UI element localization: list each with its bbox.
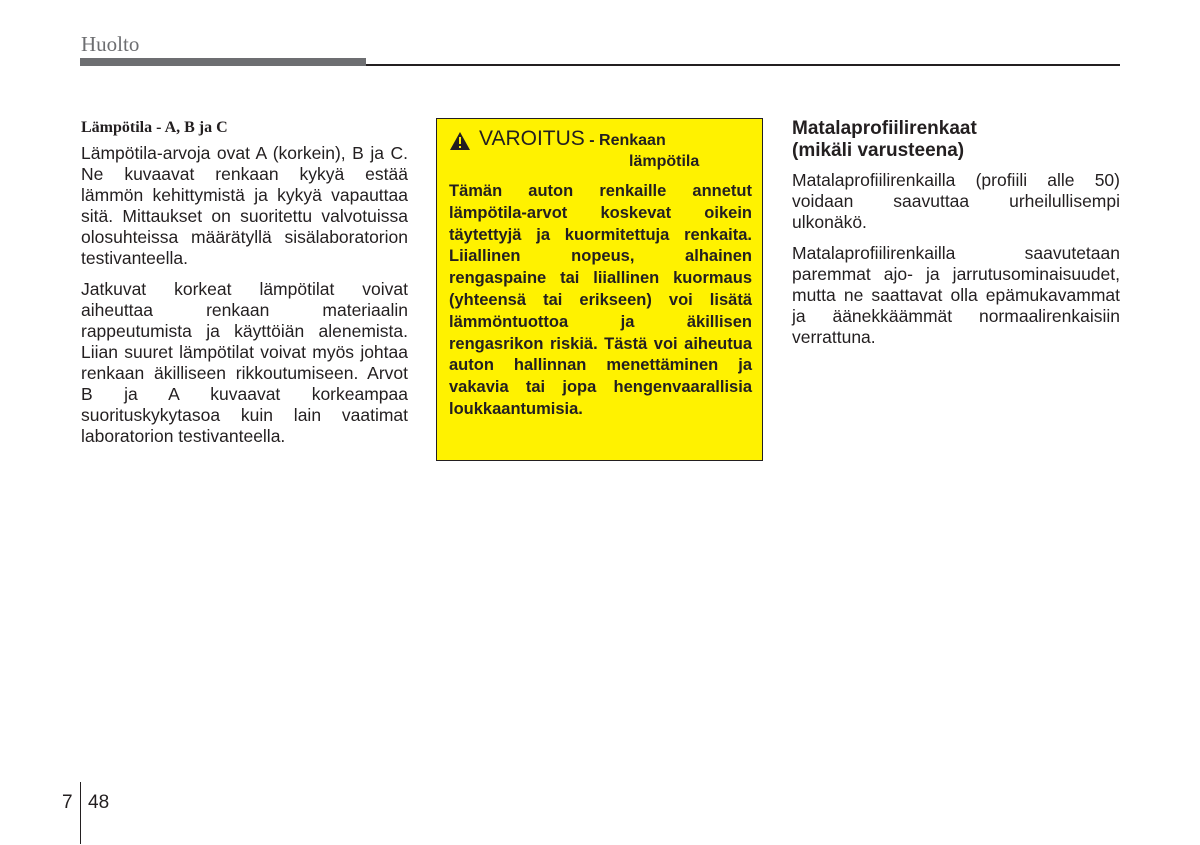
low-profile-paragraph-2: Matalaprofiilirenkailla saavutetaan paremmat ajo- ja jarrutusominaisuudet, mutta ne saattavat olla epämukavammat ja äänekkäämmät normaalirenkaisiin verrattuna. — [792, 243, 1120, 347]
warning-box — [436, 118, 763, 461]
page-number: 48 — [88, 792, 110, 813]
chapter-number: 7 — [62, 792, 73, 813]
warning-subtitle-b: lämpötila — [629, 153, 700, 170]
low-profile-title — [792, 118, 1120, 162]
low-profile-title-line2: (mikäli varusteena) — [792, 140, 965, 161]
temperature-paragraph-2: Jatkuvat korkeat lämpötilat voivat aiheuttaa renkaan materiaalin rappeutumista ja käyttöiän alenemista. Liian suuret lämpötilat voivat myös johtaa renkaan äkilliseen rikkoutumiseen. Arvot B ja A kuvaavat korkeampaa suorituskykytasoa kuin lain vaatimat laboratorion testivanteella. — [81, 279, 408, 446]
header-rule — [366, 64, 1120, 66]
page-header-title: Huolto — [81, 32, 140, 56]
warning-column — [436, 118, 763, 461]
warning-triangle-icon — [449, 131, 471, 151]
footer-divider — [80, 782, 81, 844]
warning-header — [449, 127, 752, 151]
warning-title: VAROITUS — [479, 127, 585, 150]
warning-subtitle-a: - Renkaan — [589, 132, 666, 149]
left-column — [81, 118, 408, 457]
low-profile-paragraph-1: Matalaprofiilirenkailla (profiili alle 50) voidaan saavuttaa urheilullisempi ulkonäkö. — [792, 170, 1120, 232]
temperature-subhead: Lämpötila - A, B ja C — [81, 119, 228, 136]
right-column — [792, 118, 1120, 358]
low-profile-title-line1: Matalaprofiilirenkaat — [792, 118, 977, 139]
warning-body: Tämän auton renkaille annetut lämpötila-arvot koskevat oikein täytettyjä ja kuormitettuja renkaita. Liiallinen nopeus, alhainen rengaspaine tai liiallinen kuormaus (yhteensä tai erikseen) voi lisätä lämmöntuottoa ja äkillisen rengasrikon riskiä. Tästä voi aiheutua auton hallinnan menettäminen ja vakavia tai jopa hengenvaarallisia loukkaantumisia. — [449, 182, 752, 418]
temperature-paragraph-1: Lämpötila-arvoja ovat A (korkein), B ja C. Ne kuvaavat renkaan kykyä estää lämmön kehittymistä ja kykyä vapauttaa sitä. Mittaukset on suoritettu valvotuissa olosuhteissa määrätyllä sisälaboratorion testivanteella. — [81, 143, 408, 268]
header-bar — [80, 58, 366, 66]
